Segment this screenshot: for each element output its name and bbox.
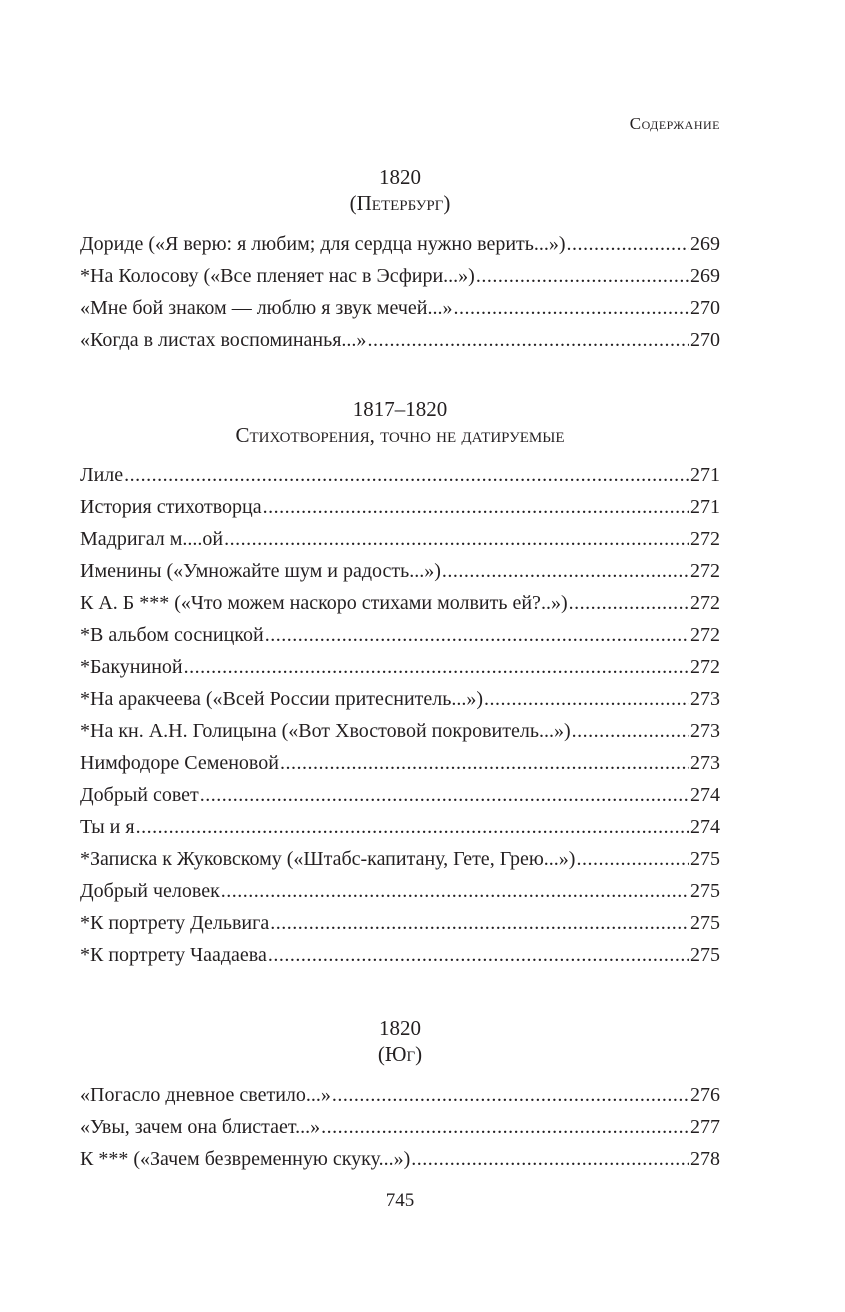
dot-leader <box>567 228 689 260</box>
toc-entry <box>80 875 720 907</box>
toc-entry <box>80 1079 720 1111</box>
toc-entry-page: 276 <box>690 1084 720 1106</box>
running-header: Содержание <box>629 114 720 133</box>
toc-entry-title: К *** («Зачем безвременную скуку...») <box>80 1148 411 1170</box>
toc-entry-title: *Бакуниной <box>80 656 183 678</box>
dot-leader <box>569 587 689 619</box>
toc-entry <box>80 715 720 747</box>
toc-entry <box>80 651 720 683</box>
section-heading-1820-petersburg <box>80 164 720 216</box>
toc-entry-page: 273 <box>690 688 720 710</box>
toc-entry-title: *На Колосову («Все пленяет нас в Эсфири...») <box>80 265 475 287</box>
toc-entry <box>80 491 720 523</box>
toc-list <box>80 228 720 356</box>
toc-list <box>80 1079 720 1175</box>
toc-entry <box>80 459 720 491</box>
dot-leader <box>453 292 689 324</box>
section-year: 1820 <box>379 165 421 189</box>
dot-leader <box>484 683 689 715</box>
toc-entry-title: Лиле <box>80 464 124 486</box>
toc-entry-title: Добрый совет <box>80 784 199 806</box>
toc-entry <box>80 523 720 555</box>
dot-leader <box>221 875 689 907</box>
dot-leader <box>280 747 689 779</box>
toc-entry-page: 275 <box>690 880 720 902</box>
toc-entry-title: Добрый человек <box>80 880 220 902</box>
toc-entry-title: Именины («Умножайте шум и радость...») <box>80 560 441 582</box>
toc-entry-page: 273 <box>690 720 720 742</box>
toc-entry <box>80 1143 720 1175</box>
dot-leader <box>476 260 689 292</box>
toc-entry-title: «Увы, зачем она блистает...» <box>80 1116 321 1138</box>
toc-entry <box>80 907 720 939</box>
dot-leader <box>136 811 689 843</box>
toc-entry-page: 277 <box>690 1116 720 1138</box>
toc-entry-title: «Когда в листах воспоминанья...» <box>80 329 367 351</box>
toc-entry-page: 270 <box>690 329 720 351</box>
dot-leader <box>265 619 689 651</box>
toc-entry <box>80 587 720 619</box>
toc-entry <box>80 843 720 875</box>
toc-entry-page: 275 <box>690 944 720 966</box>
dot-leader <box>411 1143 689 1175</box>
toc-entry <box>80 619 720 651</box>
section-year: 1817–1820 <box>352 397 448 421</box>
toc-entry <box>80 324 720 356</box>
dot-leader <box>367 324 689 356</box>
section-subtitle: (Петербург) <box>349 191 451 215</box>
toc-entry-title: *На кн. А.Н. Голицына («Вот Хвостовой покровитель...») <box>80 720 571 742</box>
toc-entry-page: 273 <box>690 752 720 774</box>
toc-entry-page: 275 <box>690 848 720 870</box>
toc-entry-page: 278 <box>690 1148 720 1170</box>
toc-entry-title: Мадригал м....ой <box>80 528 224 550</box>
page-number: 745 <box>385 1190 415 1211</box>
toc-entry <box>80 779 720 811</box>
toc-entry-page: 271 <box>690 464 720 486</box>
toc-entry-page: 272 <box>690 528 720 550</box>
toc-entry-title: *На аракчеева («Всей России притеснитель...») <box>80 688 484 710</box>
dot-leader <box>224 523 689 555</box>
toc-entry <box>80 292 720 324</box>
dot-leader <box>268 939 689 971</box>
dot-leader <box>321 1111 689 1143</box>
toc-entry-page: 269 <box>690 233 720 255</box>
toc-entry-page: 272 <box>690 656 720 678</box>
toc-entry-title: Дориде («Я верю: я любим; для сердца нужно верить...») <box>80 233 566 255</box>
toc-entry-title: *В альбом сосницкой <box>80 624 264 646</box>
toc-entry <box>80 260 720 292</box>
toc-entry-page: 272 <box>690 560 720 582</box>
toc-entry-title: «Мне бой знаком — люблю я звук мечей...» <box>80 297 453 319</box>
dot-leader <box>442 555 689 587</box>
dot-leader <box>270 907 689 939</box>
toc-entry-title: «Погасло дневное светило...» <box>80 1084 331 1106</box>
dot-leader <box>263 491 689 523</box>
toc-entry-title: Ты и я <box>80 816 135 838</box>
toc-entry <box>80 555 720 587</box>
section-year: 1820 <box>379 1016 421 1040</box>
toc-entry-page: 275 <box>690 912 720 934</box>
toc-entry-page: 271 <box>690 496 720 518</box>
dot-leader <box>200 779 689 811</box>
toc-entry <box>80 811 720 843</box>
toc-entry-title: История стихотворца <box>80 496 262 518</box>
toc-entry-page: 270 <box>690 297 720 319</box>
toc-entry <box>80 939 720 971</box>
toc-list <box>80 459 720 971</box>
section-heading-1817-1820 <box>80 396 720 448</box>
toc-entry-title: *К портрету Чаадаева <box>80 944 267 966</box>
toc-entry <box>80 747 720 779</box>
toc-entry-page: 269 <box>690 265 720 287</box>
dot-leader <box>572 715 689 747</box>
dot-leader <box>124 459 689 491</box>
toc-entry-page: 272 <box>690 592 720 614</box>
toc-entry-title: К А. Б *** («Что можем наскоро стихами молвить ей?..») <box>80 592 568 614</box>
toc-entry-page: 274 <box>690 816 720 838</box>
toc-entry-page: 272 <box>690 624 720 646</box>
toc-entry <box>80 228 720 260</box>
toc-entry <box>80 683 720 715</box>
toc-entry <box>80 1111 720 1143</box>
toc-entry-title: *К портрету Дельвига <box>80 912 270 934</box>
section-subtitle: Стихотворения, точно не датируемые <box>235 423 565 447</box>
dot-leader <box>576 843 689 875</box>
dot-leader <box>332 1079 689 1111</box>
section-subtitle: (Юг) <box>377 1042 423 1066</box>
dot-leader <box>184 651 689 683</box>
toc-entry-title: *Записка к Жуковскому («Штабс-капитану, Гете, Грею...») <box>80 848 576 870</box>
toc-entry-page: 274 <box>690 784 720 806</box>
toc-entry-title: Нимфодоре Семеновой <box>80 752 279 774</box>
section-heading-1820-south <box>80 1015 720 1067</box>
